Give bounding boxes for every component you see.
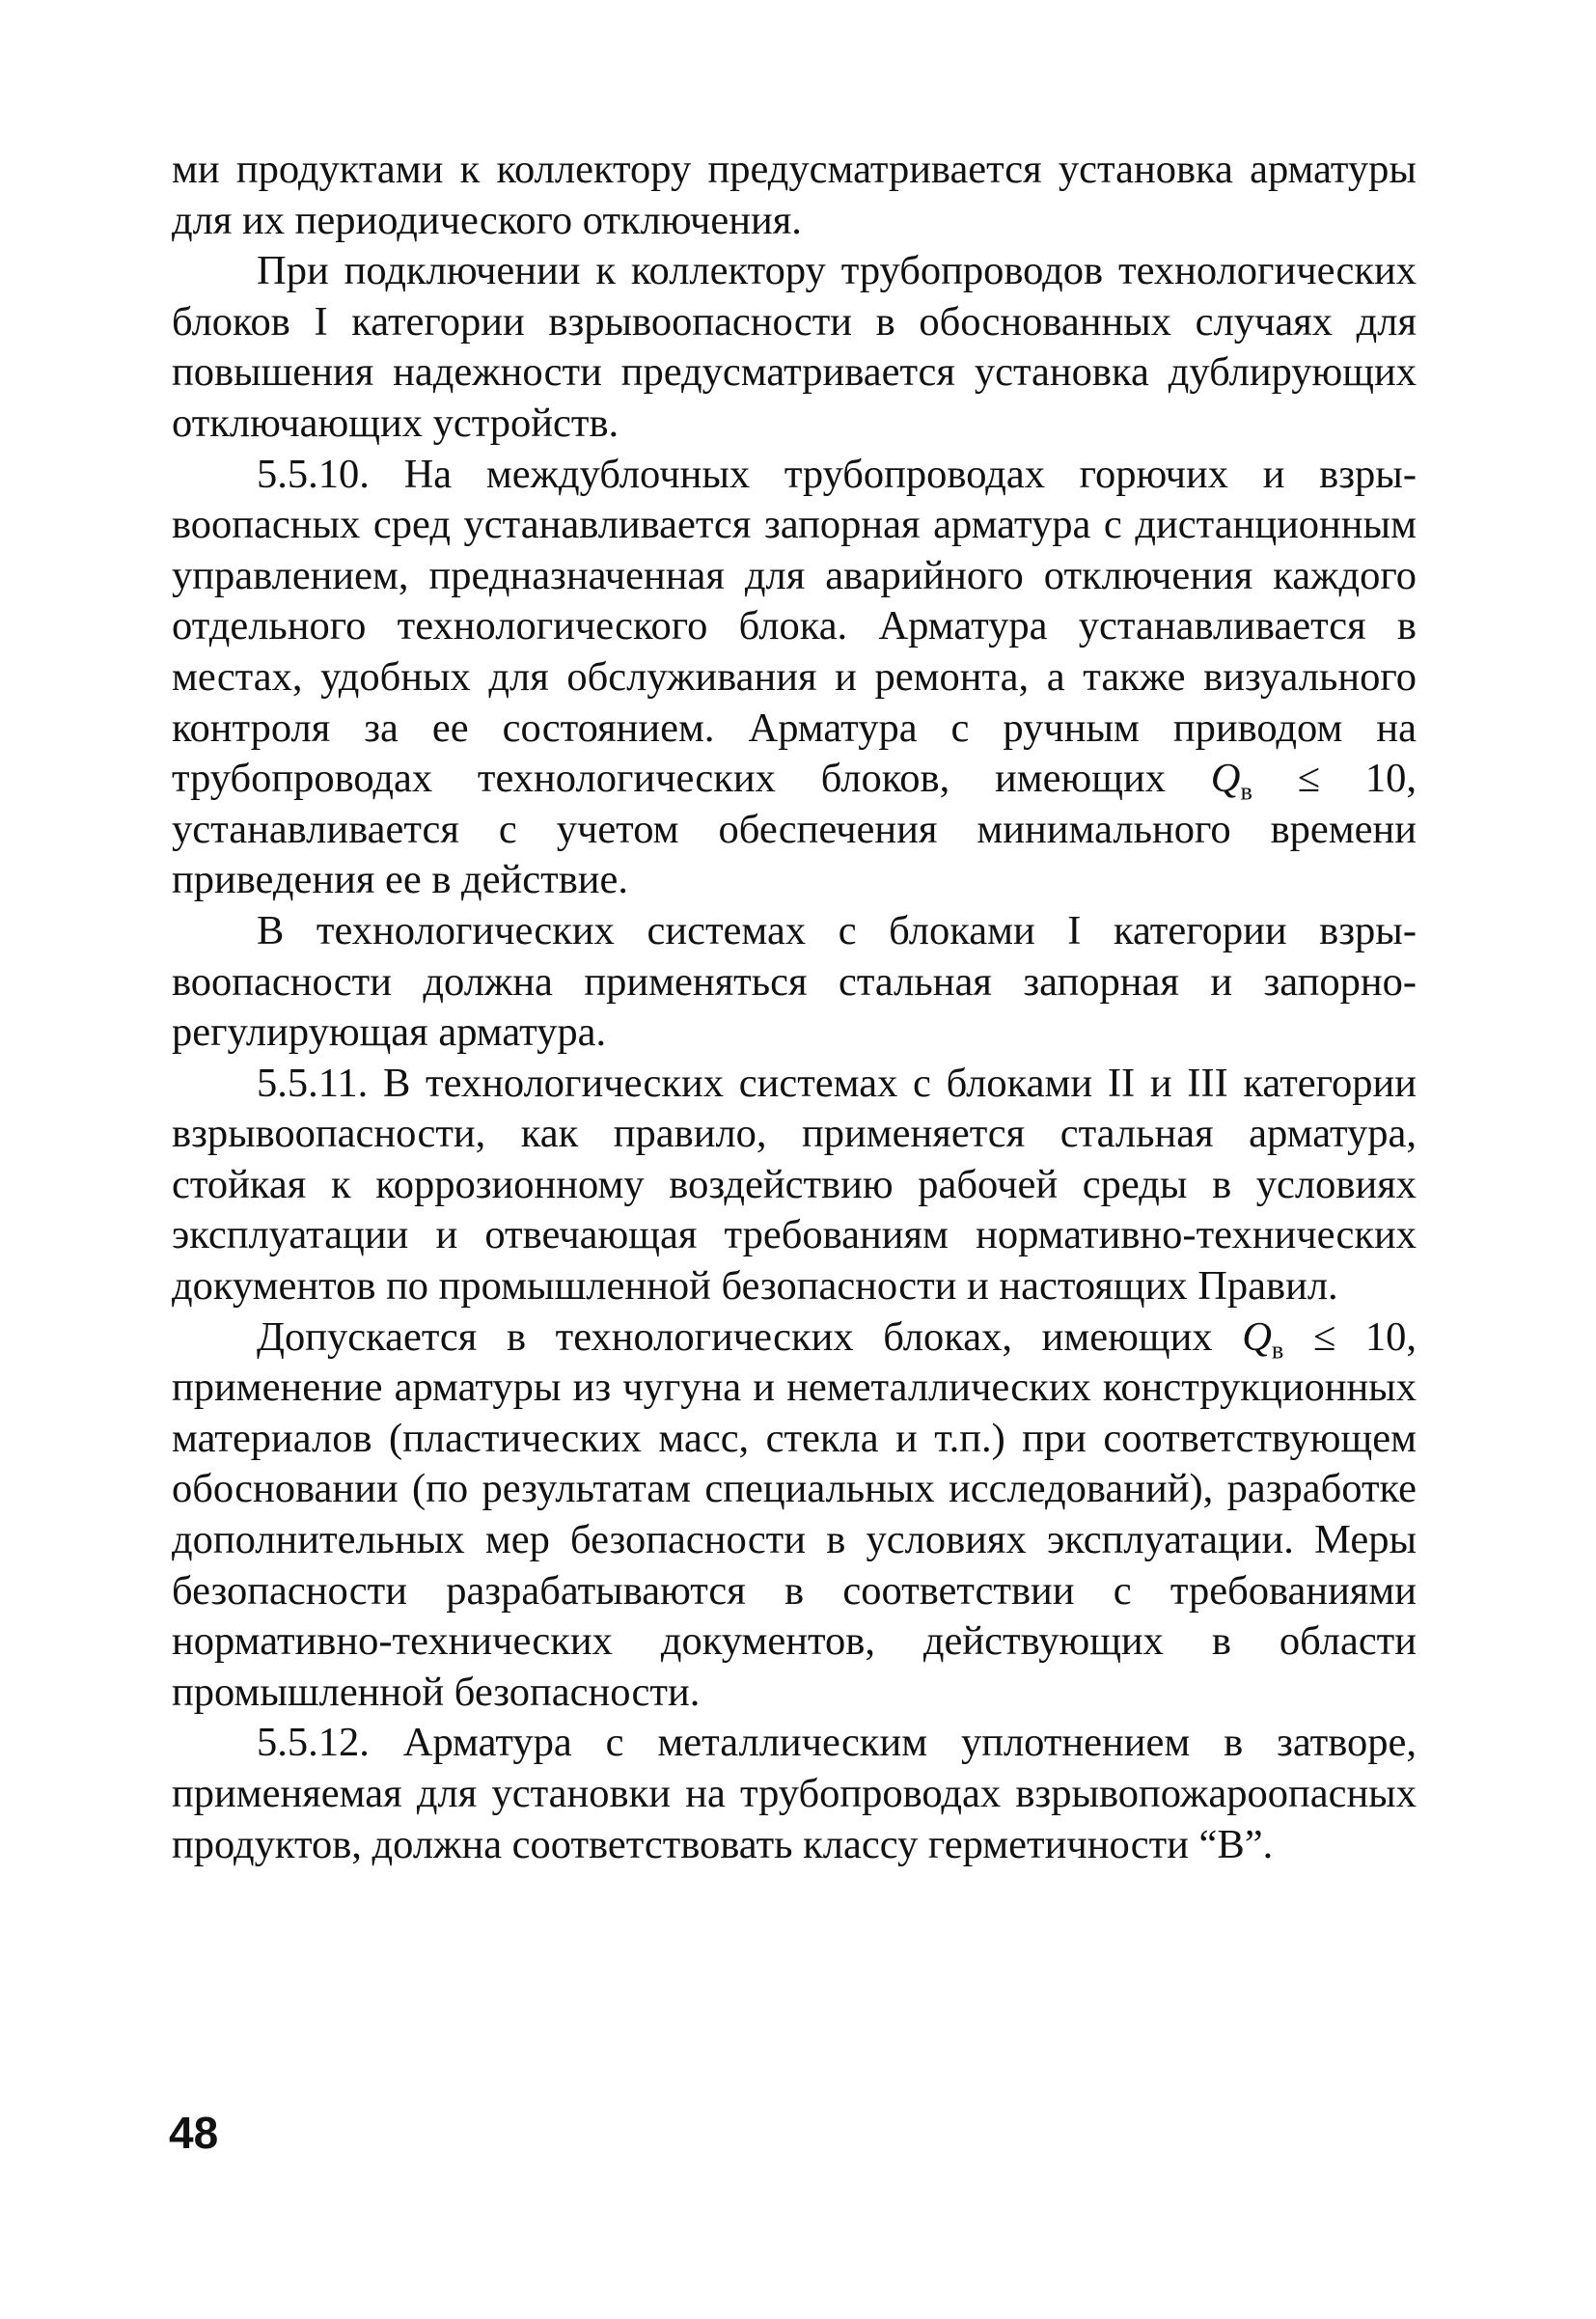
paragraph xyxy=(172,246,1417,449)
paragraph xyxy=(172,906,1417,1059)
formula-subscript: в xyxy=(1240,777,1252,806)
formula-q-sub-v xyxy=(1210,756,1252,806)
formula-q-sub-v xyxy=(1242,1313,1284,1365)
formula-subscript: в xyxy=(1271,1336,1284,1365)
paragraph-text: ≤ 10, применение арматуры из чугуна и неметаллических конструкционных материалов (пластических масс, стекла и т.п.) при соответствующем обосновании (по результатам специальных исследований), разработке дополнительных мер безопасности в условиях эксплуатации. Меры безопасности разрабатываются в соответствии с требованиями нормативно-технических документов, действующих в области промышленной безопасности. xyxy=(172,1313,1417,1715)
paragraph xyxy=(172,1059,1417,1312)
paragraph-text: ми продуктами к коллектору предусматривается установка арматуры для их периодического отключения. xyxy=(172,147,1417,243)
paragraph-text: 5.5.10. На междублочных трубопроводах горючих и взрывоопасных сред устанавливается запорная арматура с дистанционным управлением, предназначенная для аварийного отключения каждого отдельного технологического блока. Арматура устанавливается в местах, удобных для обслуживания и ремонта, а также визуального контроля за ее состоянием. Арматура с ручным приводом на трубопроводах технологических блоков, имеющих xyxy=(172,451,1417,802)
page-body xyxy=(172,145,1417,1870)
paragraph-text: 5.5.11. В технологических системах с блоками II и III категории взрывоопасности, как правило, применяется стальная арматура, стойкая к коррозионному воздействию рабочей среды в условиях эксплуатации и отвечающая требованиям нормативно-технических документов по промышленной безопасности и настоящих Правил. xyxy=(172,1060,1417,1310)
paragraph-text: ≤ 10, устанавливается с учетом обеспечения минимального времени приведения ее в действие. xyxy=(172,756,1417,903)
formula-variable: Q xyxy=(1242,1313,1272,1360)
paragraph xyxy=(172,1312,1417,1719)
paragraph-text: 5.5.12. Арматура с металлическим уплотнением в затворе, применяемая для установки на трубопроводах взрывопожароопасных продуктов, должна соответствовать классу герметичности “В”. xyxy=(172,1720,1417,1867)
formula-variable: Q xyxy=(1210,756,1241,802)
page-number: 48 xyxy=(169,2108,219,2158)
paragraph xyxy=(172,1718,1417,1870)
paragraph-text: Допускается в технологических блоках, имеющих xyxy=(257,1313,1243,1360)
paragraph-text: При подключении к коллектору трубопроводов технологических блоков I категории взрывоопасности в обоснованных случаях для повышения надежности предусматривается установка дублирующих отключающих устройств. xyxy=(172,248,1417,446)
paragraph-text: В технологических системах с блоками I категории взрывоопасности должна применяться стальная запорная и запорно-регулирующая арматура. xyxy=(172,907,1417,1056)
paragraph xyxy=(172,450,1417,906)
paragraph xyxy=(172,145,1417,246)
